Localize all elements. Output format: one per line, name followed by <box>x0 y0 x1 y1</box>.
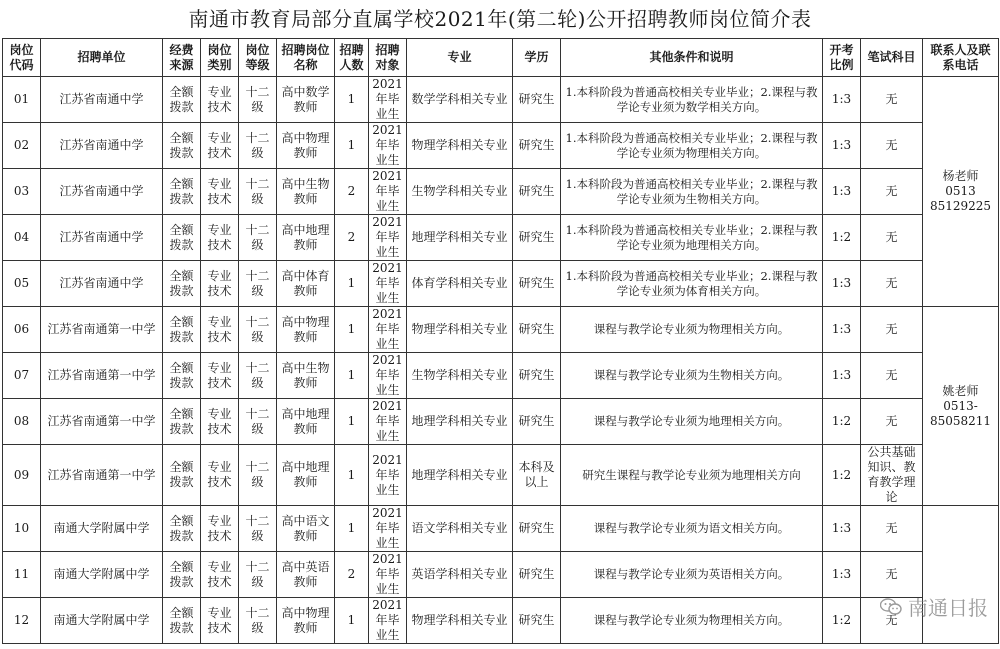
fund-cell: 全额拨款 <box>163 552 201 598</box>
desc-cell: 课程与教学论专业须为地理相关方向。 <box>561 399 823 445</box>
ratio-cell: 1:3 <box>823 169 861 215</box>
post-cell: 高中英语教师 <box>277 552 335 598</box>
edu-cell: 研究生 <box>513 261 561 307</box>
desc-cell: 课程与教学论专业须为物理相关方向。 <box>561 598 823 644</box>
fund-cell: 全额拨款 <box>163 506 201 552</box>
unit-cell: 南通大学附属中学 <box>41 506 163 552</box>
grade-cell: 十二级 <box>239 261 277 307</box>
edu-cell: 研究生 <box>513 506 561 552</box>
major-cell: 英语学科相关专业 <box>407 552 513 598</box>
contact-phone: 85058211 <box>929 413 992 428</box>
desc-cell: 1.本科阶段为普通高校相关专业毕业；2.课程与教学论专业须为物理相关方向。 <box>561 123 823 169</box>
post-cell: 高中地理教师 <box>277 445 335 506</box>
contact-name: 姚老师 <box>942 383 979 398</box>
major-cell: 数学学科相关专业 <box>407 77 513 123</box>
desc-cell: 1.本科阶段为普通高校相关专业毕业；2.课程与教学论专业须为生物相关方向。 <box>561 169 823 215</box>
target-cell: 2021年毕业生 <box>369 123 407 169</box>
target-cell: 2021年毕业生 <box>369 353 407 399</box>
category-cell: 专业技术 <box>201 445 239 506</box>
target-cell: 2021年毕业生 <box>369 215 407 261</box>
post-cell: 高中数学教师 <box>277 77 335 123</box>
code-cell: 10 <box>3 506 41 552</box>
exam-cell: 公共基础知识、教育教学理论 <box>861 445 923 506</box>
exam-cell: 无 <box>861 598 923 644</box>
table-row <box>3 77 999 123</box>
fund-cell: 全额拨款 <box>163 77 201 123</box>
wechat-icon <box>880 598 902 616</box>
grade-cell: 十二级 <box>239 307 277 353</box>
desc-cell: 研究生课程与教学论专业须为地理相关方向 <box>561 445 823 506</box>
category-cell: 专业技术 <box>201 506 239 552</box>
count-cell: 1 <box>335 506 369 552</box>
desc-cell: 1.本科阶段为普通高校相关专业毕业；2.课程与教学论专业须为体育相关方向。 <box>561 261 823 307</box>
fund-cell: 全额拨款 <box>163 353 201 399</box>
edu-cell: 研究生 <box>513 552 561 598</box>
count-cell: 2 <box>335 169 369 215</box>
table-row <box>3 123 999 169</box>
ratio-cell: 1:2 <box>823 445 861 506</box>
contact-cell <box>923 307 999 506</box>
post-cell: 高中体育教师 <box>277 261 335 307</box>
unit-cell: 江苏省南通第一中学 <box>41 399 163 445</box>
grade-cell: 十二级 <box>239 552 277 598</box>
watermark-text: 南通日报 <box>908 596 988 620</box>
edu-cell: 研究生 <box>513 169 561 215</box>
count-cell: 1 <box>335 123 369 169</box>
major-cell: 地理学科相关专业 <box>407 445 513 506</box>
major-cell: 体育学科相关专业 <box>407 261 513 307</box>
desc-cell: 1.本科阶段为普通高校相关专业毕业；2.课程与教学论专业须为数学相关方向。 <box>561 77 823 123</box>
header-cell: 其他条件和说明 <box>561 39 823 77</box>
grade-cell: 十二级 <box>239 598 277 644</box>
exam-cell: 无 <box>861 215 923 261</box>
page-title: 南通市教育局部分直属学校2021年(第二轮)公开招聘教师岗位简介表 <box>188 7 812 31</box>
grade-cell: 十二级 <box>239 353 277 399</box>
category-cell: 专业技术 <box>201 598 239 644</box>
contact-cell-empty <box>923 506 999 644</box>
grade-cell: 十二级 <box>239 169 277 215</box>
header-cell: 开考比例 <box>823 39 861 77</box>
post-cell: 高中生物教师 <box>277 353 335 399</box>
edu-cell: 研究生 <box>513 307 561 353</box>
count-cell: 1 <box>335 598 369 644</box>
category-cell: 专业技术 <box>201 215 239 261</box>
post-cell: 高中语文教师 <box>277 506 335 552</box>
count-cell: 2 <box>335 215 369 261</box>
desc-cell: 课程与教学论专业须为生物相关方向。 <box>561 353 823 399</box>
table-row <box>3 307 999 353</box>
unit-cell: 南通大学附属中学 <box>41 552 163 598</box>
fund-cell: 全额拨款 <box>163 307 201 353</box>
table-row <box>3 506 999 552</box>
table-row <box>3 169 999 215</box>
unit-cell: 江苏省南通中学 <box>41 77 163 123</box>
ratio-cell: 1:2 <box>823 598 861 644</box>
unit-cell: 江苏省南通中学 <box>41 261 163 307</box>
contact-phone-prefix: 0513- <box>943 398 978 413</box>
target-cell: 2021年毕业生 <box>369 445 407 506</box>
grade-cell: 十二级 <box>239 215 277 261</box>
header-cell: 招聘人数 <box>335 39 369 77</box>
unit-cell: 江苏省南通第一中学 <box>41 307 163 353</box>
fund-cell: 全额拨款 <box>163 598 201 644</box>
major-cell: 地理学科相关专业 <box>407 399 513 445</box>
major-cell: 地理学科相关专业 <box>407 215 513 261</box>
major-cell: 生物学科相关专业 <box>407 353 513 399</box>
exam-cell: 无 <box>861 307 923 353</box>
edu-cell: 研究生 <box>513 123 561 169</box>
count-cell: 1 <box>335 353 369 399</box>
code-cell: 12 <box>3 598 41 644</box>
exam-cell: 无 <box>861 399 923 445</box>
count-cell: 1 <box>335 445 369 506</box>
contact-name: 杨老师 <box>942 169 979 183</box>
major-cell: 物理学科相关专业 <box>407 307 513 353</box>
edu-cell: 研究生 <box>513 353 561 399</box>
target-cell: 2021年毕业生 <box>369 598 407 644</box>
unit-cell: 江苏省南通中学 <box>41 123 163 169</box>
fund-cell: 全额拨款 <box>163 261 201 307</box>
contact-phone: 85129225 <box>929 199 992 213</box>
header-cell: 招聘对象 <box>369 39 407 77</box>
unit-cell: 江苏省南通中学 <box>41 169 163 215</box>
code-cell: 08 <box>3 399 41 445</box>
code-cell: 11 <box>3 552 41 598</box>
header-cell: 招聘岗位名称 <box>277 39 335 77</box>
header-cell: 专业 <box>407 39 513 77</box>
table-row <box>3 261 999 307</box>
grade-cell: 十二级 <box>239 77 277 123</box>
ratio-cell: 1:3 <box>823 353 861 399</box>
category-cell: 专业技术 <box>201 169 239 215</box>
count-cell: 1 <box>335 77 369 123</box>
major-cell: 语文学科相关专业 <box>407 506 513 552</box>
category-cell: 专业技术 <box>201 307 239 353</box>
header-cell: 招聘单位 <box>41 39 163 77</box>
count-cell: 1 <box>335 261 369 307</box>
unit-cell: 江苏省南通中学 <box>41 215 163 261</box>
ratio-cell: 1:2 <box>823 399 861 445</box>
table-header-row <box>3 39 999 77</box>
edu-cell: 研究生 <box>513 598 561 644</box>
unit-cell: 南通大学附属中学 <box>41 598 163 644</box>
category-cell: 专业技术 <box>201 353 239 399</box>
post-cell: 高中地理教师 <box>277 215 335 261</box>
count-cell: 1 <box>335 307 369 353</box>
target-cell: 2021年毕业生 <box>369 307 407 353</box>
recruitment-table <box>2 38 999 644</box>
target-cell: 2021年毕业生 <box>369 506 407 552</box>
major-cell: 物理学科相关专业 <box>407 123 513 169</box>
category-cell: 专业技术 <box>201 123 239 169</box>
header-cell: 岗位等级 <box>239 39 277 77</box>
table-row <box>3 552 999 598</box>
target-cell: 2021年毕业生 <box>369 77 407 123</box>
ratio-cell: 1:3 <box>823 77 861 123</box>
fund-cell: 全额拨款 <box>163 123 201 169</box>
exam-cell: 无 <box>861 77 923 123</box>
code-cell: 03 <box>3 169 41 215</box>
post-cell: 高中生物教师 <box>277 169 335 215</box>
code-cell: 06 <box>3 307 41 353</box>
exam-cell: 无 <box>861 353 923 399</box>
code-cell: 04 <box>3 215 41 261</box>
unit-cell: 江苏省南通第一中学 <box>41 353 163 399</box>
exam-cell: 无 <box>861 552 923 598</box>
grade-cell: 十二级 <box>239 399 277 445</box>
exam-cell: 无 <box>861 261 923 307</box>
target-cell: 2021年毕业生 <box>369 261 407 307</box>
table-row <box>3 215 999 261</box>
major-cell: 生物学科相关专业 <box>407 169 513 215</box>
table-row <box>3 598 999 644</box>
desc-cell: 课程与教学论专业须为物理相关方向。 <box>561 307 823 353</box>
code-cell: 05 <box>3 261 41 307</box>
exam-cell: 无 <box>861 123 923 169</box>
fund-cell: 全额拨款 <box>163 399 201 445</box>
header-cell: 岗位类别 <box>201 39 239 77</box>
header-cell: 联系人及联系电话 <box>923 39 999 77</box>
header-cell: 笔试科目 <box>861 39 923 77</box>
header-cell: 岗位代码 <box>3 39 41 77</box>
count-cell: 1 <box>335 399 369 445</box>
category-cell: 专业技术 <box>201 77 239 123</box>
contact-phone-prefix: 0513 <box>945 184 976 198</box>
category-cell: 专业技术 <box>201 399 239 445</box>
code-cell: 01 <box>3 77 41 123</box>
ratio-cell: 1:3 <box>823 552 861 598</box>
target-cell: 2021年毕业生 <box>369 169 407 215</box>
edu-cell: 本科及以上 <box>513 445 561 506</box>
major-cell: 物理学科相关专业 <box>407 598 513 644</box>
fund-cell: 全额拨款 <box>163 169 201 215</box>
post-cell: 高中地理教师 <box>277 399 335 445</box>
header-cell: 学历 <box>513 39 561 77</box>
grade-cell: 十二级 <box>239 123 277 169</box>
category-cell: 专业技术 <box>201 552 239 598</box>
desc-cell: 课程与教学论专业须为语文相关方向。 <box>561 506 823 552</box>
code-cell: 02 <box>3 123 41 169</box>
ratio-cell: 1:2 <box>823 215 861 261</box>
ratio-cell: 1:3 <box>823 261 861 307</box>
grade-cell: 十二级 <box>239 506 277 552</box>
target-cell: 2021年毕业生 <box>369 552 407 598</box>
unit-cell: 江苏省南通第一中学 <box>41 445 163 506</box>
post-cell: 高中物理教师 <box>277 598 335 644</box>
desc-cell: 1.本科阶段为普通高校相关专业毕业；2.课程与教学论专业须为地理相关方向。 <box>561 215 823 261</box>
ratio-cell: 1:3 <box>823 307 861 353</box>
table-row <box>3 445 999 506</box>
ratio-cell: 1:3 <box>823 123 861 169</box>
fund-cell: 全额拨款 <box>163 215 201 261</box>
table-row <box>3 399 999 445</box>
contact-cell <box>923 77 999 307</box>
grade-cell: 十二级 <box>239 445 277 506</box>
exam-cell: 无 <box>861 506 923 552</box>
edu-cell: 研究生 <box>513 77 561 123</box>
code-cell: 09 <box>3 445 41 506</box>
post-cell: 高中物理教师 <box>277 123 335 169</box>
fund-cell: 全额拨款 <box>163 445 201 506</box>
edu-cell: 研究生 <box>513 399 561 445</box>
edu-cell: 研究生 <box>513 215 561 261</box>
table-row <box>3 353 999 399</box>
post-cell: 高中物理教师 <box>277 307 335 353</box>
watermark <box>880 592 988 621</box>
count-cell: 2 <box>335 552 369 598</box>
category-cell: 专业技术 <box>201 261 239 307</box>
code-cell: 07 <box>3 353 41 399</box>
desc-cell: 课程与教学论专业须为英语相关方向。 <box>561 552 823 598</box>
header-cell: 经费来源 <box>163 39 201 77</box>
exam-cell: 无 <box>861 169 923 215</box>
ratio-cell: 1:3 <box>823 506 861 552</box>
target-cell: 2021年毕业生 <box>369 399 407 445</box>
